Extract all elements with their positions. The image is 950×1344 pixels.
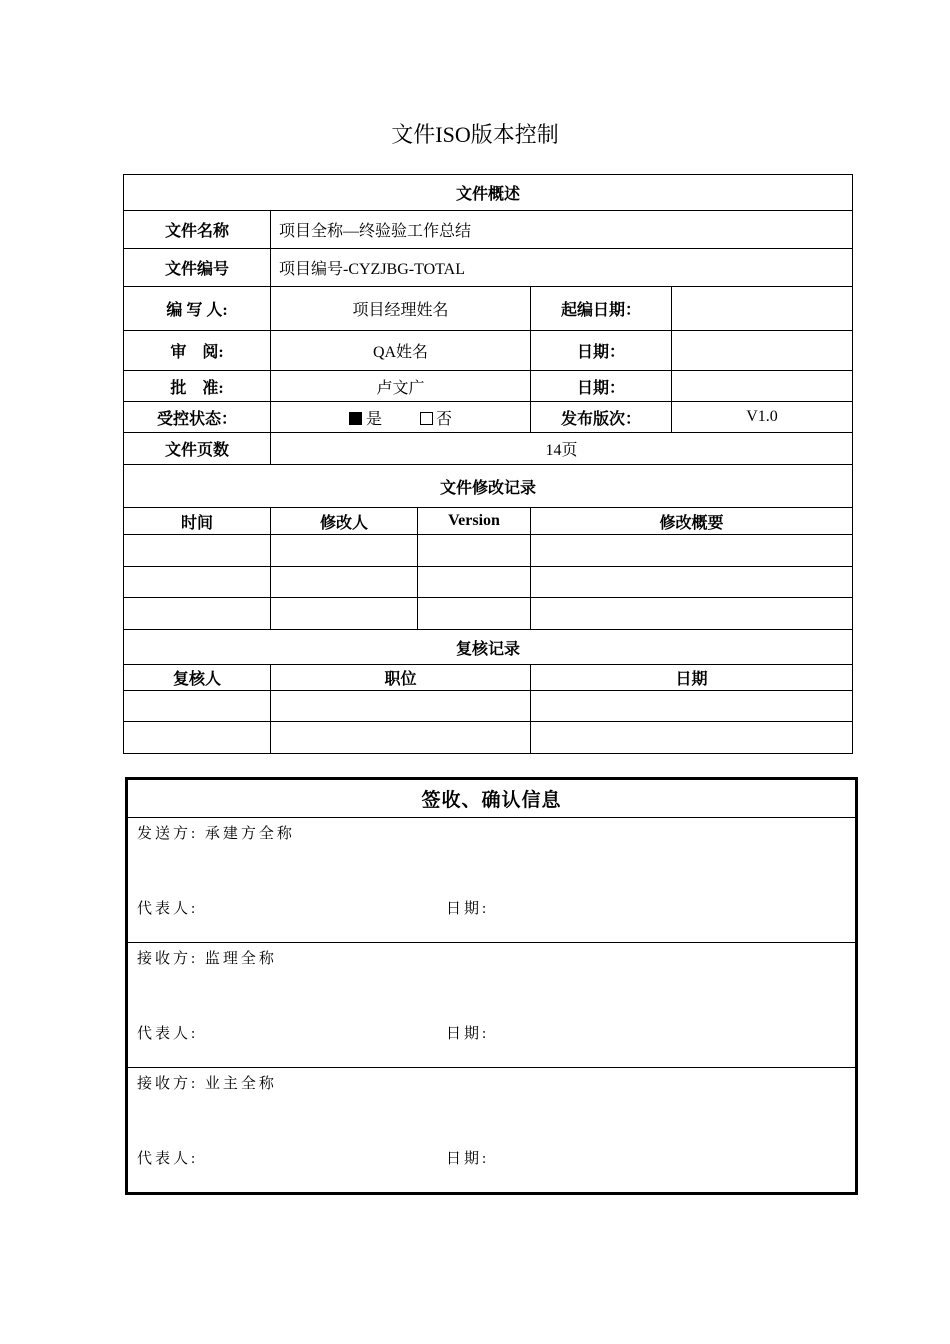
representative-label: 代表人: [137, 1026, 199, 1042]
representative-label: 代表人: [137, 901, 199, 917]
name-label: 文件名称 [124, 211, 271, 249]
table-cell [124, 598, 271, 630]
date-label: 日期: [446, 1026, 490, 1042]
table-cell [418, 598, 531, 630]
control-label: 受控状态： [124, 402, 271, 433]
review-col-position: 职位 [271, 665, 531, 691]
signoff-heading: 签收、确认信息 [127, 779, 857, 818]
sender-label: 发送方: 承建方全称 [137, 826, 295, 842]
table-cell [271, 598, 418, 630]
review-value: QA姓名 [271, 331, 531, 371]
table-cell [418, 567, 531, 598]
review-col-reviewer: 复核人 [124, 665, 271, 691]
unchecked-checkbox-icon[interactable] [420, 412, 433, 425]
control-status [271, 402, 531, 433]
overview-heading: 文件概述 [124, 175, 853, 211]
approve-label: 批 准: [124, 371, 271, 402]
table-cell [531, 567, 853, 598]
receiver-label: 接收方: 监理全称 [137, 951, 277, 967]
pages-label: 文件页数 [124, 433, 271, 465]
author-value: 项目经理姓名 [271, 287, 531, 331]
mod-col-time: 时间 [124, 508, 271, 535]
table-cell [271, 567, 418, 598]
table-cell [271, 535, 418, 567]
receiver-label: 接收方: 业主全称 [137, 1076, 277, 1092]
number-value: 项目编号-CYZJBG-TOTAL [271, 249, 853, 287]
modification-heading: 文件修改记录 [124, 465, 853, 508]
table-cell [531, 722, 853, 754]
representative-label: 代表人: [137, 1151, 199, 1167]
table-cell [418, 535, 531, 567]
start-date-label: 起编日期： [531, 287, 672, 331]
review-date-value [672, 331, 853, 371]
table-row [124, 567, 853, 598]
table-cell [531, 598, 853, 630]
table-cell [124, 535, 271, 567]
control-no-label: 否 [436, 410, 453, 428]
review-col-date: 日期 [531, 665, 853, 691]
review-label: 审 阅: [124, 331, 271, 371]
table-row [124, 722, 853, 754]
table-cell [271, 691, 531, 722]
table-row [124, 598, 853, 630]
number-label: 文件编号 [124, 249, 271, 287]
mod-col-modifier: 修改人 [271, 508, 418, 535]
approve-date-value [672, 371, 853, 402]
table-cell [124, 567, 271, 598]
receiver-supervisor-block [128, 943, 855, 1067]
control-yes-label: 是 [365, 410, 382, 428]
pages-value: 14页 [271, 433, 853, 465]
checked-checkbox-icon[interactable] [349, 412, 362, 425]
table-cell [124, 691, 271, 722]
review-heading: 复核记录 [124, 630, 853, 665]
start-date-value [672, 287, 853, 331]
release-value: V1.0 [672, 402, 853, 433]
release-label: 发布版次： [531, 402, 672, 433]
table-row [124, 535, 853, 567]
date-label: 日期: [446, 901, 490, 917]
receiver-owner-block [128, 1068, 855, 1192]
sender-block [128, 818, 855, 942]
name-value: 项目全称—终验验工作总结 [271, 211, 853, 249]
table-cell [531, 691, 853, 722]
approve-value: 卢文广 [271, 371, 531, 402]
table-row [124, 691, 853, 722]
version-control-table [123, 174, 853, 754]
table-cell [531, 535, 853, 567]
review-date-label: 日期： [531, 331, 672, 371]
author-label: 编 写 人: [124, 287, 271, 331]
mod-col-summary: 修改概要 [531, 508, 853, 535]
mod-col-version: Version [418, 508, 531, 535]
signoff-table [125, 777, 858, 1195]
table-cell [271, 722, 531, 754]
date-label: 日期: [446, 1151, 490, 1167]
page-title: 文件ISO版本控制 [391, 122, 559, 147]
approve-date-label: 日期： [531, 371, 672, 402]
table-cell [124, 722, 271, 754]
